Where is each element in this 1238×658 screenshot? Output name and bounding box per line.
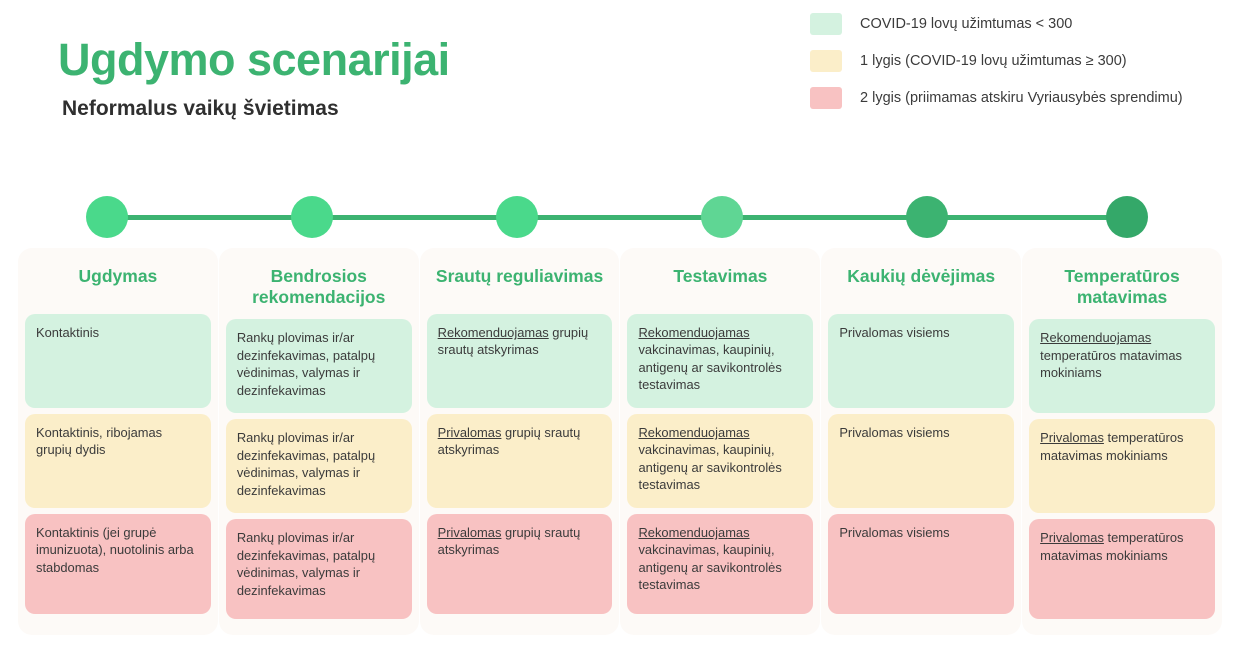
timeline-node bbox=[701, 196, 743, 238]
cell-emphasis: Privalomas bbox=[437, 525, 502, 540]
cell-text: temperatūros matavimas mokiniams bbox=[1040, 530, 1184, 563]
column-header: Srautų reguliavimas bbox=[435, 266, 604, 286]
timeline-node bbox=[86, 196, 128, 238]
cell-text: Privalomas visiems bbox=[839, 325, 950, 340]
column-bendrosios-rekomendacijos bbox=[219, 248, 419, 635]
page-title: Ugdymo scenarijai bbox=[58, 34, 450, 85]
title-block bbox=[58, 36, 450, 121]
cell-text: Kontaktinis (jei grupė imunizuota), nuotolinis arba stabdomas bbox=[36, 525, 194, 575]
legend-item bbox=[810, 84, 1230, 112]
column-header: Temperatūros matavimas bbox=[1064, 266, 1180, 307]
cell-emphasis: Rekomenduojamas bbox=[638, 325, 750, 340]
cell-level2 bbox=[226, 519, 412, 619]
cell-text: grupių srautų atskyrimas bbox=[437, 425, 581, 458]
legend-item bbox=[810, 10, 1230, 38]
cell-level0 bbox=[627, 314, 813, 408]
cell-level1 bbox=[1029, 419, 1215, 513]
cell-level2 bbox=[627, 514, 813, 614]
legend-label-level2: 2 lygis (priimamas atskiru Vyriausybės sprendimu) bbox=[860, 90, 1183, 106]
cell-text: Kontaktinis bbox=[36, 325, 100, 340]
cell-text: temperatūros matavimas mokiniams bbox=[1040, 347, 1182, 381]
legend bbox=[810, 10, 1230, 121]
column-header: Bendrosios rekomendacijos bbox=[252, 266, 386, 307]
column-kaukiu-devejimas bbox=[821, 248, 1021, 635]
column-testavimas bbox=[620, 248, 820, 635]
cell-emphasis: Privalomas bbox=[437, 425, 502, 440]
cell-emphasis: Rekomenduojamas bbox=[1040, 330, 1152, 346]
page-subtitle: Neformalus vaikų švietimas bbox=[62, 97, 339, 121]
column-ugdymas bbox=[18, 248, 218, 635]
cell-level0 bbox=[25, 314, 211, 408]
cell-level2 bbox=[1029, 519, 1215, 619]
cell-level2 bbox=[828, 514, 1014, 614]
cell-level1 bbox=[828, 414, 1014, 508]
cell-level1 bbox=[25, 414, 211, 508]
legend-item bbox=[810, 47, 1230, 75]
cell-emphasis: Rekomenduojamas bbox=[638, 425, 750, 440]
cell-text: vakcinavimas, kaupinių, antigenų ar savikontrolės testavimas bbox=[638, 342, 782, 393]
cell-level1 bbox=[427, 414, 613, 508]
timeline-node bbox=[291, 196, 333, 238]
column-temperaturos-matavimas bbox=[1022, 248, 1222, 635]
legend-label-level0: COVID-19 lovų užimtumas < 300 bbox=[860, 16, 1073, 32]
cell-emphasis: Privalomas bbox=[1040, 430, 1104, 446]
timeline-node bbox=[1106, 196, 1148, 238]
cell-text: grupių srautų atskyrimas bbox=[437, 325, 589, 358]
cell-level1 bbox=[226, 419, 412, 513]
cell-level0 bbox=[828, 314, 1014, 408]
cell-text: temperatūros matavimas mokiniams bbox=[1040, 430, 1184, 463]
cell-text: Rankų plovimas ir/ar dezinfekavimas, patalpų vėdinimas, valymas ir dezinfekavimas bbox=[236, 330, 376, 398]
timeline-track bbox=[104, 215, 1130, 220]
timeline-node bbox=[906, 196, 948, 238]
cell-text: vakcinavimas, kaupinių, antigenų ar savikontrolės testavimas bbox=[638, 542, 782, 593]
cell-level0 bbox=[427, 314, 613, 408]
cell-emphasis: Rekomenduojamas bbox=[638, 525, 750, 540]
cell-level2 bbox=[427, 514, 613, 614]
cell-text: vakcinavimas, kaupinių, antigenų ar savikontrolės testavimas bbox=[638, 442, 782, 493]
legend-swatch-level1 bbox=[810, 50, 842, 72]
legend-swatch-level2 bbox=[810, 87, 842, 109]
cell-level2 bbox=[25, 514, 211, 614]
timeline bbox=[86, 196, 1148, 242]
cell-level0 bbox=[226, 319, 412, 413]
scenario-columns bbox=[18, 248, 1222, 635]
cell-text: grupių srautų atskyrimas bbox=[437, 525, 581, 558]
column-srautu-reguliavimas bbox=[420, 248, 620, 635]
cell-emphasis: Rekomenduojamas bbox=[437, 325, 549, 340]
column-header: Testavimas bbox=[673, 266, 768, 286]
column-header: Kaukių dėvėjimas bbox=[847, 266, 996, 286]
cell-emphasis: Privalomas bbox=[1040, 530, 1104, 546]
legend-label-level1: 1 lygis (COVID-19 lovų užimtumas ≥ 300) bbox=[860, 53, 1127, 69]
cell-text: Rankų plovimas ir/ar dezinfekavimas, patalpų vėdinimas, valymas ir dezinfekavimas bbox=[236, 430, 376, 498]
column-header: Ugdymas bbox=[78, 266, 158, 286]
cell-text: Kontaktinis, ribojamas grupių dydis bbox=[36, 425, 163, 458]
cell-text: Rankų plovimas ir/ar dezinfekavimas, patalpų vėdinimas, valymas ir dezinfekavimas bbox=[236, 530, 376, 598]
timeline-node bbox=[496, 196, 538, 238]
cell-text: Privalomas visiems bbox=[839, 425, 950, 440]
legend-swatch-level0 bbox=[810, 13, 842, 35]
cell-text: Privalomas visiems bbox=[839, 525, 950, 540]
cell-level1 bbox=[627, 414, 813, 508]
cell-level0 bbox=[1029, 319, 1215, 413]
